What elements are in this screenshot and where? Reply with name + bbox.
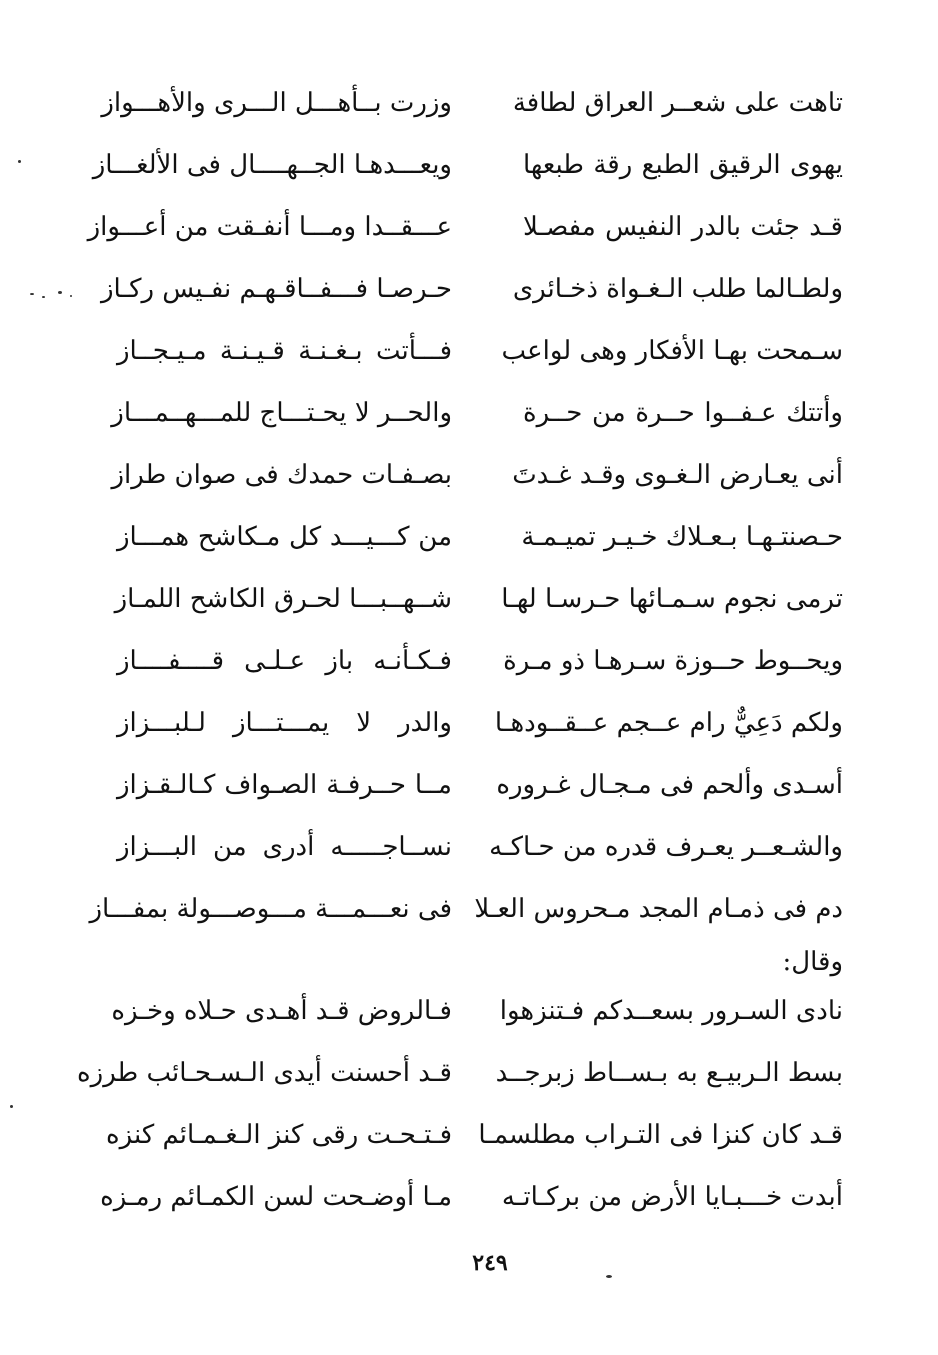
verse-left-hemistich: ويعـــدهـا الجــهــــال فى الألغـــاز (92, 150, 452, 180)
verse-left-hemistich: والدر لا يمـــتـــاز لـلبـــزاز (117, 708, 452, 738)
verse-right-hemistich: قـد جئت بالدر النفيس مفصـلا (523, 212, 843, 242)
scan-speck (42, 296, 45, 298)
scan-speck (10, 1105, 13, 1108)
verse-right-hemistich: وأتتك عـفــوا حــرة من حــرة (523, 398, 843, 428)
scan-speck (18, 160, 21, 163)
verse-left-hemistich: والحــر لا يحـتـــاج للمـــهــمـــاز (111, 398, 452, 428)
verse-left-hemistich: مـا أوضـحت لسن الكمـائم رمـزه (100, 1182, 452, 1212)
verse-right-hemistich: سـمحت بهـا الأفكار وهى لواعب (501, 336, 843, 366)
page-number: ٢٤٩ (472, 1250, 508, 1276)
verse-right-hemistich: ترمى نجوم سـمـائها حـرسـا لهـا (501, 584, 843, 614)
scan-speck (58, 291, 62, 294)
verse-left-hemistich: فـكـأنـه باز عـلـى قــــفــــاز (117, 646, 452, 676)
verse-left-hemistich: حـرصـا فـــفــاقـهـم نفـيس ركـاز (100, 274, 452, 304)
section-label: وقال: (782, 947, 843, 977)
verse-right-hemistich: نادى السـرور بسعــدكم فـتنزهوا (499, 996, 843, 1026)
verse-left-hemistich: بصـفـات حمدك فى صوان طراز (111, 460, 452, 490)
verse-left-hemistich: وزرت بــأهـــل الـــرى والأهـــواز (101, 88, 452, 118)
verse-left-hemistich: من كـــيـــد كل مـكاشح همـــاز (117, 522, 452, 552)
verse-left-hemistich: فى نعـــمـــة مـــوصـــولة بمفـــاز (89, 894, 452, 924)
verse-left-hemistich: فـالروض قـد أهـدى حـلاه وخـزه (111, 996, 452, 1026)
verse-left-hemistich: فـــأتت بـغـنـة قـيـنـة مـيـجــاز (117, 336, 452, 366)
poem-two-left-column (77, 980, 452, 1228)
verse-right-hemistich: تاهت على شعــر العراق لطافة (512, 88, 843, 118)
verse-right-hemistich: قـد كان كنزا فى التـراب مطلسمـا (478, 1120, 843, 1150)
verse-left-hemistich: فـتـحـت رقى كنز الـغـمـائم كنزه (106, 1120, 452, 1150)
poem-two-right-column (478, 980, 843, 1228)
verse-left-hemistich: عـــقــدا ومـــا أنفـقت من أعـــواز (87, 212, 452, 242)
verse-right-hemistich: حـصنتـهـا بـعـلاك خـيـر تميـمـة (521, 522, 843, 552)
poem-one-right-column (474, 72, 843, 940)
verse-right-hemistich: ويحــوط حــوزة سـرهـا ذو مـرة (503, 646, 843, 676)
scan-speck (606, 1275, 612, 1278)
verse-right-hemistich: أسـدى وألحم فى مـجـال غـروره (496, 770, 843, 800)
verse-right-hemistich: بسط الـربيـع به بـســاط زبرجــد (495, 1058, 843, 1088)
verse-right-hemistich: والشـعــر يعـرف قدره من حـاكـه (489, 832, 843, 862)
verse-right-hemistich: ولطـالما طلب الـغـواة ذخـائرى (512, 274, 843, 304)
verse-right-hemistich: يهوى الرقيق الطبع رقة طبعها (523, 150, 843, 180)
verse-left-hemistich: قـد أحسنت أيدى الـسـحـائب طرزه (77, 1058, 452, 1088)
verse-left-hemistich: نســاجـــــه أدرى من البـــزاز (117, 832, 452, 862)
verse-right-hemistich: أبدت خـــبـايا الأرض من بركـاتـه (501, 1182, 843, 1212)
poem-one-left-column (87, 72, 452, 940)
verse-right-hemistich: ولكم دَعِيٌّ رام عــجم عــقــودهـا (494, 708, 843, 738)
verse-right-hemistich: دم فى ذمـام المجد مـحروس العـلا (474, 894, 843, 924)
verse-left-hemistich: مــا حــرفـة الصـواف كـالـقـزاز (117, 770, 452, 800)
scan-speck (30, 293, 34, 295)
verse-right-hemistich: أنى يعـارض الـغـوى وقـد غـدتَ (512, 460, 843, 490)
scan-speck (70, 295, 72, 297)
verse-left-hemistich: شــهــبـــا لحـرق الكاشح اللمـاز (114, 584, 452, 614)
